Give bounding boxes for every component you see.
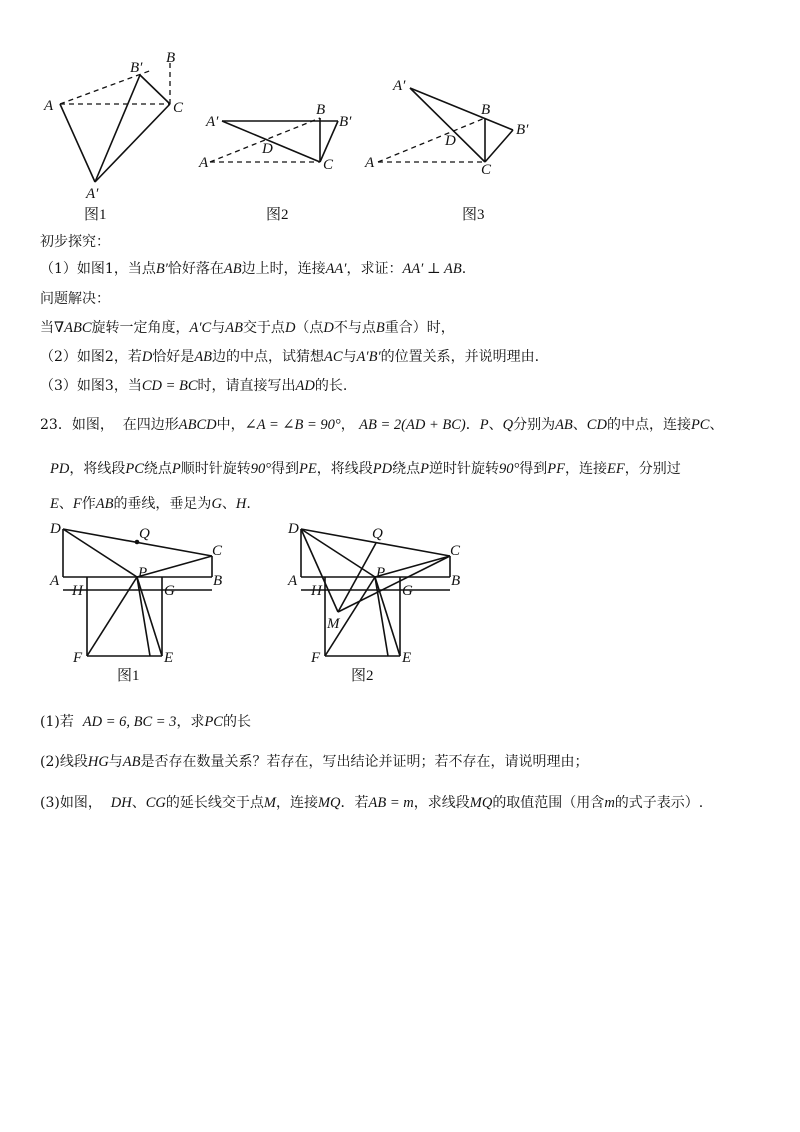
text: ，将线段: [69, 461, 126, 477]
math: E: [50, 496, 59, 512]
math: DH: [110, 795, 132, 811]
fig2-label-a-prime: A′: [206, 114, 219, 130]
q23-fig2-label-h: H: [311, 583, 322, 599]
text: 、: [221, 496, 236, 512]
text: 的长.: [314, 378, 348, 394]
math: D: [141, 349, 153, 365]
text: 的垂线，垂足为: [113, 496, 212, 512]
math: AB: [225, 320, 243, 336]
text: 绕点: [392, 461, 421, 477]
fig1-label-b-prime: B′: [130, 60, 143, 76]
text: ，求线段: [413, 795, 470, 811]
math: PD: [50, 461, 70, 477]
text: .: [461, 261, 467, 277]
q23-fig1-label-h: H: [72, 583, 83, 599]
math: H: [235, 496, 247, 512]
text: 顺时针旋转: [180, 461, 251, 477]
q23-fig2-lines: [301, 529, 450, 656]
math: AB: [95, 496, 114, 512]
text: 不与点: [333, 320, 376, 336]
text: ，求证：: [346, 261, 403, 277]
fig3-label-b-prime: B′: [516, 122, 529, 138]
text: 、: [131, 795, 146, 811]
text: .: [246, 496, 251, 512]
fig3-label-a: A: [365, 155, 375, 171]
text: 得到: [271, 461, 300, 477]
q23-fig1-label-c: C: [212, 543, 223, 559]
text: (1)若: [40, 714, 74, 730]
math: CG: [145, 795, 166, 811]
q23-fig1-label-g: G: [164, 583, 175, 599]
math: AB = 2(AD + BC): [359, 417, 466, 433]
text: (3)如图，: [40, 795, 102, 811]
math: ABCD: [178, 417, 217, 433]
fig3-label-c: C: [481, 162, 492, 178]
math: AB = m: [368, 795, 414, 811]
text: 边上时，连接: [241, 261, 326, 277]
text: 时，请直接写出: [197, 378, 296, 394]
q23-fig1-label-a: A: [50, 573, 60, 589]
fig1-label-a: A: [44, 98, 54, 114]
q22-section-explore: 初步探究：: [40, 234, 110, 250]
text: 恰好是: [152, 349, 195, 365]
q23-fig1-label-d: D: [50, 521, 61, 537]
math: P: [420, 461, 429, 477]
text: 的中点，连接: [606, 417, 691, 433]
text: 分别为: [513, 417, 556, 433]
text: 中，: [216, 417, 245, 433]
math: F: [72, 496, 82, 512]
fig3-label-d: D: [445, 133, 456, 149]
math: Q: [502, 417, 514, 433]
math: PC: [690, 417, 710, 433]
q23-fig2-label-d: D: [288, 521, 299, 537]
math: ∇ABC: [54, 320, 92, 336]
q23-fig1-label-f: F: [73, 650, 83, 666]
caption-top-1: 图1: [84, 207, 107, 223]
q23-fig1-label-e: E: [164, 650, 174, 666]
text: 重合）时，: [384, 320, 455, 336]
math: B′: [155, 261, 168, 277]
text: ，: [340, 417, 355, 433]
math: PC: [204, 714, 223, 730]
math: 90°: [498, 461, 520, 477]
fig1-label-b: B: [166, 50, 176, 66]
math: AB: [122, 754, 141, 770]
math: AD = 6, BC = 3: [82, 714, 177, 730]
text: 逆时针旋转: [428, 461, 499, 477]
text: 与: [108, 754, 123, 770]
q23-fig2-label-b: B: [451, 573, 461, 589]
math: EF: [607, 461, 625, 477]
text: 、: [709, 417, 724, 433]
math: AB: [555, 417, 573, 433]
text: 的式子表示）.: [614, 795, 704, 811]
text: ，求: [176, 714, 205, 730]
text: ．: [465, 417, 480, 433]
caption-top-3: 图3: [462, 207, 485, 223]
text: （点: [295, 320, 324, 336]
math: B: [375, 320, 385, 336]
text: 恰好落在: [167, 261, 224, 277]
fig2-label-a: A: [199, 155, 209, 171]
q23-fig2-label-g: G: [402, 583, 413, 599]
q23-fig2-label-a: A: [288, 573, 298, 589]
text: ，分别过: [624, 461, 681, 477]
math: PF: [547, 461, 565, 477]
math: D: [284, 320, 296, 336]
text: 、: [572, 417, 587, 433]
math: PE: [299, 461, 317, 477]
text: 在四边形: [122, 417, 179, 433]
math: PC: [125, 461, 144, 477]
text: ，连接: [565, 461, 607, 477]
fig3-label-a-prime: A′: [393, 78, 406, 94]
math: ∠A = ∠B = 90°: [244, 417, 341, 433]
text: 旋转一定角度，: [91, 320, 190, 336]
math: AB: [223, 261, 242, 277]
caption-q23-1: 图1: [117, 668, 140, 684]
math: AD: [295, 378, 315, 394]
text: 得到: [519, 461, 548, 477]
math: AA′ ⊥ AB: [402, 261, 462, 277]
text: 是否存在数量关系？若存在，写出结论并证明；若不存在，请说明理由；: [140, 754, 589, 770]
math: CD = BC: [141, 378, 198, 394]
q23-part2: [40, 752, 589, 772]
text: （3）如图3，当: [40, 378, 142, 394]
fig1-label-a-prime: A′: [86, 186, 99, 202]
q23-fig2-label-f: F: [311, 650, 321, 666]
text: 的长: [222, 714, 251, 730]
text: 绕点: [143, 461, 172, 477]
math: PD: [372, 461, 393, 477]
q23-part1: [40, 712, 251, 732]
text: 作: [81, 496, 96, 512]
text: (2)线段: [40, 754, 88, 770]
math: P: [479, 417, 489, 433]
math: CD: [586, 417, 607, 433]
fig2-label-c: C: [323, 157, 334, 173]
text: ，连接: [275, 795, 318, 811]
text: 的位置关系，并说明理由.: [380, 349, 540, 365]
math: MQ: [469, 795, 493, 811]
math: AA′: [325, 261, 347, 277]
text: 当: [40, 320, 54, 336]
text: 、: [488, 417, 503, 433]
text: 与: [211, 320, 226, 336]
text: ．若: [340, 795, 369, 811]
math: A′B′: [356, 349, 381, 365]
q23-fig1-label-b: B: [213, 573, 223, 589]
math: HG: [87, 754, 109, 770]
q23-fig2-label-m: M: [327, 616, 340, 632]
math: P: [171, 461, 181, 477]
math: D: [323, 320, 334, 336]
q22-section-solve: 问题解决：: [40, 291, 110, 307]
caption-q23-2: 图2: [351, 668, 374, 684]
q23-fig1-lines: [63, 529, 212, 656]
text: 交于点: [242, 320, 285, 336]
text: （2）如图2，若: [40, 349, 142, 365]
q23-fig2-label-p: P: [376, 565, 386, 581]
math: 90°: [250, 461, 272, 477]
math: AB: [194, 349, 213, 365]
text: ，将线段: [316, 461, 373, 477]
fig2-label-b: B: [316, 102, 326, 118]
q23-fig2-label-c: C: [450, 543, 461, 559]
math: m: [604, 795, 615, 811]
math: M: [263, 795, 276, 811]
text: 的取值范围（用含: [492, 795, 605, 811]
q23-part3: [40, 793, 703, 813]
math: MQ: [317, 795, 341, 811]
q23-fig2-label-q: Q: [372, 526, 383, 542]
fig2-label-d: D: [262, 141, 273, 157]
text: （1）如图1，当点: [40, 261, 156, 277]
fig1-label-c: C: [173, 100, 184, 116]
text: 的延长线交于点: [165, 795, 264, 811]
q23-fig2-label-e: E: [402, 650, 412, 666]
question-number: 23．如图，: [40, 417, 114, 433]
q23-fig1-label-p: P: [138, 565, 148, 581]
q23-fig1-label-q: Q: [139, 526, 150, 542]
math: G: [211, 496, 222, 512]
fig2-label-b-prime: B′: [339, 114, 352, 130]
caption-top-2: 图2: [266, 207, 289, 223]
text: 边的中点，试猜想: [212, 349, 325, 365]
fig3-label-b: B: [481, 102, 491, 118]
math: AC: [324, 349, 343, 365]
text: 与: [342, 349, 357, 365]
text: 、: [58, 496, 73, 512]
math: A′C: [189, 320, 212, 336]
